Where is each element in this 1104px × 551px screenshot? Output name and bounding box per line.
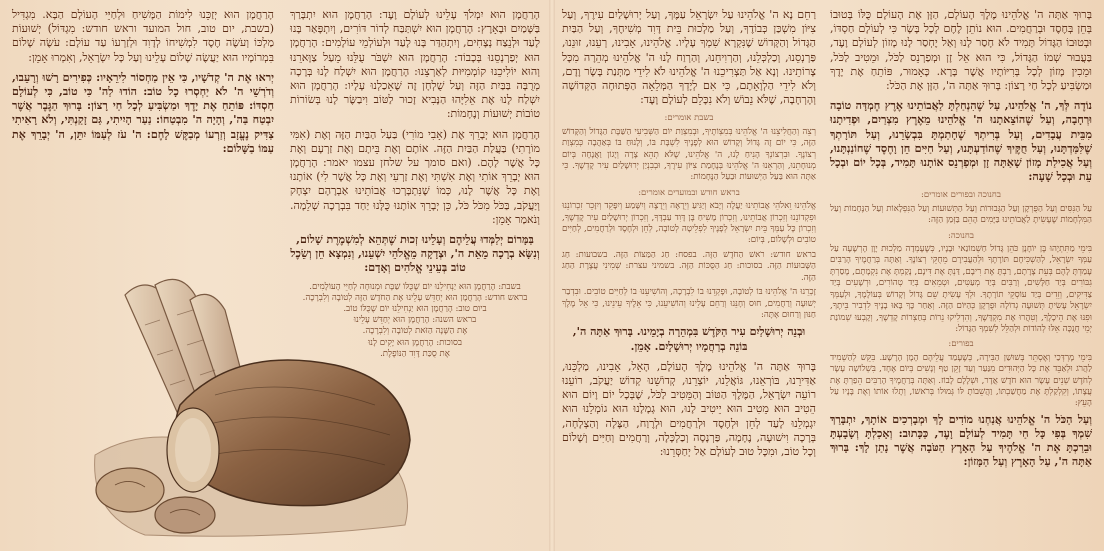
harachaman-text: הָרַחֲמָן הוּא יִמְלֹךְ עָלֵינוּ לְעוֹלָם וָעֶד: הָרַחֲמָן הוּא יִתְבָּרַךְ בַּשָּׁמַיִם וּבָאָרֶץ: הָרַחֲמָן הוּא יִשְׁתַּבַּח לְדוֹר דּוֹרִים, וְיִתְפָּאַר בָּנוּ לָעַד וּלְנֵצַח נְצָחִים, וְיִתְהַדַּר בָּנוּ לָעַד וּלְעוֹלְמֵי עוֹלָמִים: הָרַחֲמָן הוּא יְפַרְנְסֵנוּ בְּכָבוֹד: הָרַחֲמָן הוּא יִשְׁבֹּר עֻלֵּנוּ מֵעַל צַוָּארֵנוּ וְהוּא יוֹלִיכֵנוּ קוֹמְמִיּוּת לְאַרְצֵנוּ: הָרַחֲמָן הוּא יִשְׁלַח לָנוּ בְּרָכָה מְרֻבָּה בַּבַּיִת הַזֶּה וְעַל שֻׁלְחָן זֶה שֶׁאָכַלְנוּ עָלָיו: הָרַחֲמָן הוּא יִשְׁלַח לָנוּ אֶת אֵלִיָּהוּ הַנָּבִיא זָכוּר לַטּוֹב וִיבַשֶּׂר לָנוּ בְּשׂוֹרוֹת טוֹבוֹת יְשׁוּעוֹת וְנֶחָמוֹת: <box>290 8 540 121</box>
shabbat-holiday-section <box>562 113 816 321</box>
section-label: בחנוכה: <box>948 230 974 241</box>
hatov-vehametiv: בָּרוּךְ אַתָּה ה' אֱלֹהֵינוּ מֶלֶךְ הָעוֹלָם, הָאֵל, אָבִינוּ, מַלְכֵּנוּ, אַדִּירֵנוּ, בּוֹרְאֵנוּ, גּוֹאֲלֵנוּ, יוֹצְרֵנוּ, קְדוֹשֵׁנוּ קְדוֹשׁ יַעֲקֹב, רוֹעֵנוּ רוֹעֵה יִשְׂרָאֵל, הַמֶּלֶךְ הַטּוֹב וְהַמֵּטִיב לַכֹּל, שֶׁבְּכָל יוֹם וָיוֹם הוּא הֵטִיב הוּא מֵטִיב הוּא יֵיטִיב לָנוּ, הוּא גְמָלָנוּ הוּא גוֹמְלֵנוּ הוּא יִגְמְלֵנוּ לָעַד לְחֵן וּלְחֶסֶד וּלְרַחֲמִים וּלְרֶוַח, הַצָּלָה וְהַצְלָחָה, בְּרָכָה וִישׁוּעָה, נֶחָמָה, פַּרְנָסָה וְכַלְכָּלָה, וְרַחֲמִים וְחַיִּים וְשָׁלוֹם וְכָל טוֹב, וּמִכָּל טוּב לְעוֹלָם אַל יְחַסְּרֵנוּ: <box>562 359 816 458</box>
retzeh-text: רְצֵה וְהַחֲלִיצֵנוּ ה' אֱלֹהֵינוּ בְּמִצְוֹתֶיךָ, וּבְמִצְוַת יוֹם הַשְּׁבִיעִי הַשַּׁבָּת הַגָּדוֹל וְהַקָּדוֹשׁ הַזֶּה, כִּי יוֹם זֶה גָּדוֹל וְקָדוֹשׁ הוּא לְפָנֶיךָ לִשְׁבָּת בּוֹ, וְלָנוּחַ בּוֹ בְּאַהֲבָה כְּמִצְוַת רְצוֹנֶךָ. וּבִרְצוֹנְךָ הָנִיחַ לָנוּ, ה' אֱלֹהֵינוּ, שֶׁלֹּא תְהֵא צָרָה וְיָגוֹן וַאֲנָחָה בְּיוֹם מְנוּחָתֵנוּ, וְהַרְאֵנוּ ה' אֱלֹהֵינוּ בְּנֶחָמַת צִיּוֹן עִירֶךָ, וּבְבִנְיַן יְרוּשָׁלַיִם עִיר קָדְשֶׁךָ. כִּי אַתָּה הוּא בַּעַל הַיְשׁוּעוֹת וּבַעַל הַנֶּחָמוֹת: <box>562 126 816 183</box>
section-label: בפורים: <box>948 339 974 350</box>
blessing-hazan: בָּרוּךְ אַתָּה ה' אֱלֹהֵינוּ מֶלֶךְ הָעוֹלָם, הַזָּן אֶת הָעוֹלָם כֻּלּוֹ בְּטוּבוֹ בְּחֵן בְּחֶסֶד וּבְרַחֲמִים. הוּא נוֹתֵן לֶחֶם לְכָל בָּשָׂר כִּי לְעוֹלָם חַסְדּוֹ, וּבְטוּבוֹ הַגָּדוֹל תָּמִיד לֹא חָסַר לָנוּ וְאַל יֶחְסַר לָנוּ מָזוֹן לְעוֹלָם וָעֶד, בַּעֲבוּר שְׁמוֹ הַגָּדוֹל, כִּי הוּא אֵל זָן וּמְפַרְנֵס לַכֹּל, וּמֵטִיב לַכֹּל, וּמֵכִין מָזוֹן לְכָל בְּרִיּוֹתָיו אֲשֶׁר בָּרָא. כָּאָמוּר, פּוֹתֵחַ אֶת יָדֶךָ וּמַשְׂבִּיעַ לְכָל חַי רָצוֹן: בָּרוּךְ אַתָּה ה', הַזָּן אֶת הַכֹּל: <box>830 8 1092 93</box>
column-1 <box>830 8 1092 476</box>
special-day-line: אֶת הַשָּׁנָה הַזֹּאת לְטוֹבָה וְלִבְרָכָה. <box>362 326 468 337</box>
yaaleh-text: אֱלֹהֵינוּ וֵאלֹהֵי אֲבוֹתֵינוּ יַעֲלֶה וְיָבֹא וְיַגִּיעַ וְיֵרָאֶה וְיֵרָצֶה וְיִשָּׁמַע וְיִפָּקֵד וְיִזָּכֵר זִכְרוֹנֵנוּ וּפִקְדוֹנֵנוּ וְזִכְרוֹן אֲבוֹתֵינוּ, וְזִכְרוֹן מָשִׁיחַ בֶּן דָּוִד עַבְדֶּךָ, וְזִכְרוֹן יְרוּשָׁלַיִם עִיר קָדְשֶׁךָ, וְזִכְרוֹן כָּל עַמְּךָ בֵּית יִשְׂרָאֵל לְפָנֶיךָ לִפְלֵיטָה לְטוֹבָה, לְחֵן וּלְחֶסֶד וּלְרַחֲמִים, לְחַיִּים טוֹבִים וּלְשָׁלוֹם, בְּיוֹם: <box>562 201 816 246</box>
bamarom-heading: בַּמָּרוֹם יְלַמְּדוּ עֲלֵיהֶם וְעָלֵינוּ זְכוּת שֶׁתְּהֵא לְמִשְׁמֶרֶת שָׁלוֹם, וְנִשָּׂא בְרָכָה מֵאֵת ה', וּצְדָקָה מֵאֱלֹהֵי יִשְׁעֵנוּ, וְנִמְצָא חֵן וְשֵׂכֶל טוֹב בְּעֵינֵי אֱלֹהִים וְאָדָם: <box>290 233 540 275</box>
special-day-line: בסוכות: הָרַחֲמָן הוּא יָקִים לָנוּ <box>367 337 462 348</box>
yiru-text: יְראוּ אֶת ה' קְדֹשָׁיו, כִּי אֵין מַחְסוֹר לִירֵאָיו: כְּפִירִים רָשׁוּ וְרָעֵבוּ, וְדֹרְשֵׁי ה' לֹא יַחְסְרוּ כָל טוֹב: הוֹדוּ לַה' כִּי טוֹב, כִּי לְעוֹלָם חַסְדּוֹ: פּוֹתֵחַ אֶת יָדֶךָ וּמַשְׂבִּיעַ לְכָל חַי רָצוֹן: בָּרוּךְ הַגֶּבֶר אֲשֶׁר יִבְטַח בַּה', וְהָיָה ה' מִבְטַחוֹ: נַעַר הָיִיתִי, גַּם זָקַנְתִּי, וְלֹא רָאִיתִי צַדִּיק נֶעֱזָב וְזַרְעוֹ מְבַקֶּשׁ לָחֶם: ה' עֹז לְעַמּוֹ יִתֵּן, ה' יְבָרֵךְ אֶת עַמּוֹ בַשָּׁלוֹם: <box>12 70 274 155</box>
harachaman-bless-host: הָרַחֲמָן הוּא יְבָרֵךְ אֶת (אָבִי מוֹרִי) בַּעַל הַבַּיִת הַזֶּה וְאֶת (אִמִּי מוֹרָתִי) בַּעֲלַת הַבַּיִת הַזֶּה. אוֹתָם וְאֶת בֵּיתָם וְאֶת זַרְעָם וְאֶת כָּל אֲשֶׁר לָהֶם. (ואם סומך על שלחן עצמו יאמר: הָרַחֲמָן הוּא יְבָרֵךְ אוֹתִי וְאֶת אִשְׁתִּי וְאֶת זַרְעִי וְאֶת כָּל אֲשֶׁר לִי) אוֹתָנוּ וְאֶת כָּל אֲשֶׁר לָנוּ, כְּמוֹ שֶׁנִּתְבָּרְכוּ אֲבוֹתֵינוּ אַבְרָהָם יִצְחָק וְיַעֲקֹב, בַּכֹּל מִכֹּל כֹּל, כֵּן יְבָרֵךְ אוֹתָנוּ כֻּלָּנוּ יַחַד בִּבְרָכָה שְׁלֵמָה. וְנֹאמַר אָמֵן: <box>290 127 540 226</box>
column-4 <box>12 8 274 162</box>
column-2 <box>562 8 816 465</box>
page-spine <box>549 0 555 551</box>
section-label: בשבת אומרים: <box>664 113 714 124</box>
al-hanissim-text: עַל הַנִּסִּים וְעַל הַפֻּרְקָן וְעַל הַגְּבוּרוֹת וְעַל הַתְּשׁוּעוֹת וְעַל הַנִּפְלָאוֹת וְעַל הַנֶּחָמוֹת וְעַל הַמִּלְחָמוֹת שֶׁעָשִׂיתָ לַאֲבוֹתֵינוּ בַּיָּמִים הָהֵם בַּזְּמַן הַזֶּה: <box>830 203 1092 226</box>
section-label: בראש חודש ובמועדים אומרים: <box>638 187 740 198</box>
zochrenu-text: זָכְרֵנוּ ה' אֱלֹהֵינוּ בּוֹ לְטוֹבָה, וּפָקְדֵנוּ בוֹ לִבְרָכָה, וְהוֹשִׁיעֵנוּ בוֹ לְחַיִּים טוֹבִים. וּבִדְבַר יְשׁוּעָה וְרַחֲמִים, חוּס וְחָנֵּנוּ וְרַחֵם עָלֵינוּ וְהוֹשִׁיעֵנוּ, כִּי אֵלֶיךָ עֵינֵינוּ, כִּי אֵל מֶלֶךְ חַנּוּן וְרַחוּם אָתָּה: <box>562 287 816 320</box>
al-hanissim-section <box>830 190 1092 409</box>
rachem-text: רַחֵם נָא ה' אֱלֹהֵינוּ עַל יִשְׂרָאֵל עַמֶּךָ, וְעַל יְרוּשָׁלַיִם עִירֶךָ, וְעַל צִיּוֹן מִשְׁכַּן כְּבוֹדֶךָ, וְעַל מַלְכוּת בֵּית דָּוִד מְשִׁיחֶךָ, וְעַל הַבַּיִת הַגָּדוֹל וְהַקָּדוֹשׁ שֶׁנִּקְרָא שִׁמְךָ עָלָיו. אֱלֹהֵינוּ, אָבִינוּ, רְעֵנוּ, זוּנֵנוּ, פַּרְנְסֵנוּ, וְכַלְכְּלֵנוּ, וְהַרְוִיחֵנוּ, וְהַרְוַח לָנוּ ה' אֱלֹהֵינוּ מְהֵרָה מִכָּל צָרוֹתֵינוּ. וְנָא אַל תַּצְרִיכֵנוּ ה' אֱלֹהֵינוּ לֹא לִידֵי מַתְּנַת בָּשָׂר וָדָם, וְלֹא לִידֵי הַלְוָאָתָם, כִּי אִם לְיָדְךָ הַמְּלֵאָה הַפְּתוּחָה הַקְּדוֹשָׁה וְהָרְחָבָה, שֶׁלֹּא נֵבוֹשׁ וְלֹא נִכָּלֵם לְעוֹלָם וָעֶד: <box>562 8 816 107</box>
blessing-land: נוֹדֶה לְּךָ, ה' אֱלֹהֵינוּ, עַל שֶׁהִנְחַלְתָּ לַאֲבוֹתֵינוּ אֶרֶץ חֶמְדָּה טוֹבָה וּרְחָבָה, וְעַל שֶׁהוֹצֵאתָנוּ ה' אֱלֹהֵינוּ מֵאֶרֶץ מִצְרַיִם, וּפְדִיתָנוּ מִבֵּית עֲבָדִים, וְעַל בְּרִיתְךָ שֶׁחָתַמְתָּ בִּבְשָׂרֵנוּ, וְעַל תּוֹרָתְךָ שֶׁלִּמַּדְתָּנוּ, וְעַל חֻקֶּיךָ שֶׁהוֹדַעְתָּנוּ, וְעַל חַיִּים חֵן וָחֶסֶד שֶׁחוֹנַנְתָּנוּ, וְעַל אֲכִילַת מָזוֹן שָׁאַתָּה זָן וּמְפַרְנֵס אוֹתָנוּ תָּמִיד, בְּכָל יוֹם וּבְכָל עֵת וּבְכָל שָׁעָה: <box>830 99 1092 184</box>
blessing-conclusion: וְעַל הַכֹּל ה' אֱלֹהֵינוּ אֲנַחְנוּ מוֹדִים לָךְ וּמְבָרְכִים אוֹתָךְ, יִתְבָּרַךְ שִׁמְךָ בְּפִי כָּל חַי תָּמִיד לְעוֹלָם וָעֶד, כַּכָּתוּב: וְאָכַלְתָּ וְשָׂבָעְתָּ וּבֵרַכְתָּ אֶת ה' אֱלֹהֶיךָ עַל הָאָרֶץ הַטֹּבָה אֲשֶׁר נָתַן לָךְ: בָּרוּךְ אַתָּה ה', עַל הָאָרֶץ וְעַל הַמָּזוֹן: <box>830 412 1092 469</box>
bread-illustration <box>85 255 425 545</box>
special-day-line: בשבת: הָרַחֲמָן הוּא יַנְחִילֵנוּ יוֹם שֶׁכֻּלּוֹ שַׁבָּת וּמְנוּחָה לְחַיֵּי הָעוֹלָמִים. <box>309 281 521 292</box>
special-day-line: ביום טוב: הָרַחֲמָן הוּא יַנְחִילֵנוּ יוֹם שֶׁכֻּלּוֹ טוֹב. <box>343 304 487 315</box>
purim-text: בִּימֵי מָרְדְּכַי וְאֶסְתֵּר בְּשׁוּשַׁן הַבִּירָה, כְּשֶׁעָמַד עֲלֵיהֶם הָמָן הָרָשָׁע. בִּקֵּשׁ לְהַשְׁמִיד לַהֲרֹג וּלְאַבֵּד אֶת כָּל הַיְּהוּדִים מִנַּעַר וְעַד זָקֵן טַף וְנָשִׁים בְּיוֹם אֶחָד, בִּשְׁלוֹשָׁה עָשָׂר לְחֹדֶשׁ שְׁנֵים עָשָׂר הוּא חֹדֶשׁ אֲדָר, וּשְׁלָלָם לָבוֹז. וְאַתָּה בְּרַחֲמֶיךָ הָרַבִּים הֵפַרְתָּ אֶת עֲצָתוֹ, וְקִלְקַלְתָּ אֶת מַחֲשַׁבְתּוֹ, וַהֲשֵׁבוֹתָ לּוֹ גְּמוּלוֹ בְּרֹאשׁוֹ, וְתָלוּ אוֹתוֹ וְאֶת בָּנָיו עַל הָעֵץ: <box>830 352 1092 409</box>
hanukkah-text: בִּימֵי מַתִּתְיָהוּ בֶּן יוֹחָנָן כֹּהֵן גָּדוֹל חַשְׁמוֹנַאי וּבָנָיו, כְּשֶׁעָמְדָה מַלְכוּת יָוָן הָרְשָׁעָה עַל עַמְּךָ יִשְׂרָאֵל, לְהַשְׁכִּיחָם תּוֹרָתֶךָ וּלְהַעֲבִירָם מֵחֻקֵּי רְצוֹנֶךָ. וְאַתָּה בְּרַחֲמֶיךָ הָרַבִּים עָמַדְתָּ לָהֶם בְּעֵת צָרָתָם, רַבְתָּ אֶת רִיבָם, דַּנְתָּ אֶת דִּינָם, נָקַמְתָּ אֶת נִקְמָתָם, מָסַרְתָּ גִבּוֹרִים בְּיַד חַלָּשִׁים, וְרַבִּים בְּיַד מְעַטִּים, וּטְמֵאִים בְּיַד טְהוֹרִים, וּרְשָׁעִים בְּיַד צַדִּיקִים, וְזֵדִים בְּיַד עוֹסְקֵי תוֹרָתֶךָ. וּלְךָ עָשִׂיתָ שֵׁם גָּדוֹל וְקָדוֹשׁ בְּעוֹלָמֶךָ, וּלְעַמְּךָ יִשְׂרָאֵל עָשִׂיתָ תְּשׁוּעָה גְדוֹלָה וּפֻרְקָן כְּהַיּוֹם הַזֶּה. וְאַחַר כָּךְ בָּאוּ בָנֶיךָ לִדְבִיר בֵּיתֶךָ, וּפִנּוּ אֶת הֵיכָלֶךָ, וְטִהֲרוּ אֶת מִקְדָּשֶׁךָ, וְהִדְלִיקוּ נֵרוֹת בְּחַצְרוֹת קָדְשֶׁךָ, וְקָבְעוּ שְׁמוֹנַת יְמֵי חֲנֻכָּה אֵלּוּ לְהוֹדוֹת וּלְהַלֵּל לְשִׁמְךָ הַגָּדוֹל: <box>830 244 1092 334</box>
yezakenu-text: הָרַחֲמָן הוּא יְזַכֵּנוּ לִימוֹת הַמָּשִׁיחַ וּלְחַיֵּי הָעוֹלָם הַבָּא. מִגְדִּיל (בשבת, יום טוב, חול המועד וראש חודש: מִגְדּוֹל) יְשׁוּעוֹת מַלְכּוֹ וְעֹשֶׂה חֶסֶד לִמְשִׁיחוֹ לְדָוִד וּלְזַרְעוֹ עַד עוֹלָם: עֹשֶׂה שָׁלוֹם בִּמְרוֹמָיו הוּא יַעֲשֶׂה שָׁלוֹם עָלֵינוּ וְעַל כָּל יִשְׂרָאֵל, וְאִמְרוּ אָמֵן: <box>12 8 274 64</box>
holiday-names: בראש חודש: רֹאשׁ הַחֹדֶשׁ הַזֶּה. בפסח: חַג הַמַּצּוֹת הַזֶּה. בשבועות: חַג הַשָּׁבוּעוֹת הַזֶּה. בסוכות: חַג הַסֻּכּוֹת הַזֶּה. בשמיני עצרת: שְׁמִינִי עֲצֶרֶת הַחַג הַזֶּה. <box>562 249 816 283</box>
special-day-line: בראש חודש: הָרַחֲמָן הוּא יְחַדֵּשׁ עָלֵינוּ אֶת הַחֹדֶשׁ הַזֶּה לְטוֹבָה וְלִבְרָכָה. <box>302 292 528 303</box>
section-label: בחנוכה ובפורים אומרים: <box>920 190 1001 201</box>
uvneh-heading: וּבְנֵה יְרוּשָׁלַיִם עִיר הַקֹּדֶשׁ בִּמְהֵרָה בְיָמֵינוּ. בָּרוּךְ אַתָּה ה', בּוֹנֵה בְרַחֲמָיו יְרוּשָׁלָיִם. אָמֵן. <box>572 325 806 353</box>
special-day-line: בראש השנה: הָרַחֲמָן הוּא יְחַדֵּשׁ עָלֵינוּ <box>353 315 477 326</box>
special-day-line: אֶת סֻכַּת דָּוִד הַנּוֹפֶלֶת. <box>380 348 450 359</box>
